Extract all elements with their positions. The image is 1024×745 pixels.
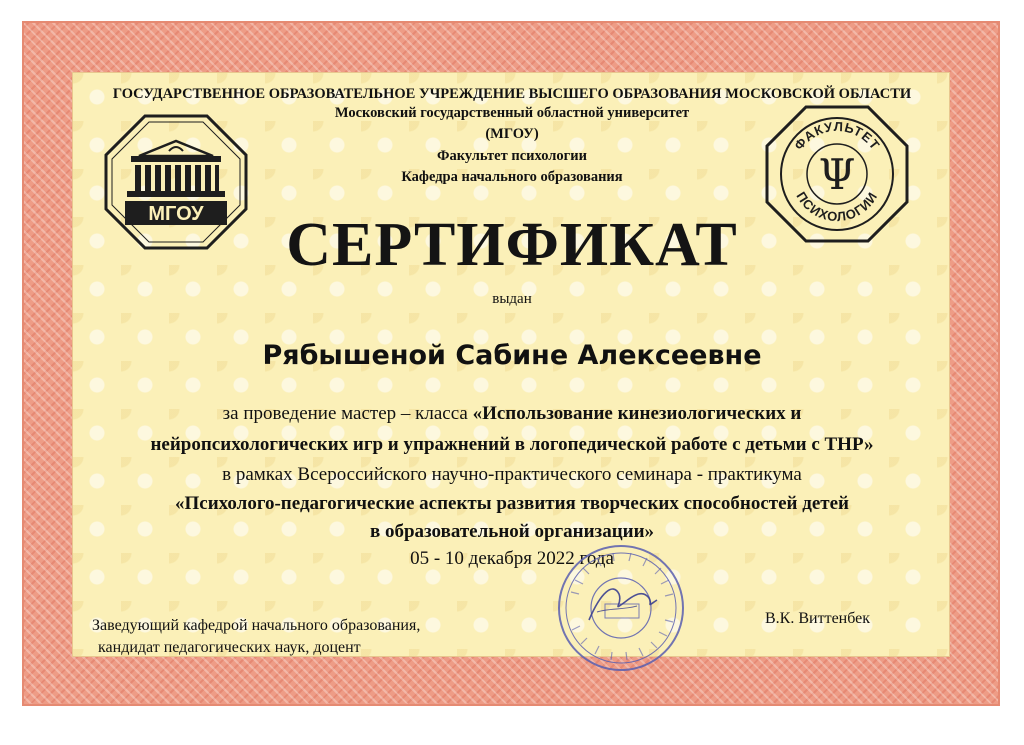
seminar-title-part1: «Психолого-педагогические аспекты развития творческих способностей детей (174, 493, 850, 514)
signer-position-line1: Заведующий кафедрой начального образования, (92, 617, 421, 634)
issued-label: выдан (492, 291, 532, 307)
body-line-1 (0, 404, 1024, 423)
seminar-context: в рамках Всероссийского научно-практического семинара - практикума (222, 464, 802, 485)
logo-left-text: МГОУ (148, 203, 204, 225)
masterclass-title-part1: «Использование кинезиологических и (472, 403, 802, 424)
recipient-name: Рябышеной Сабине Алексеевне (262, 340, 762, 371)
round-official-stamp-icon (553, 542, 689, 674)
institution-header: ГОСУДАРСТВЕННОЕ ОБРАЗОВАТЕЛЬНОЕ УЧРЕЖДЕНИЕ ВЫСШЕГО ОБРАЗОВАНИЯ МОСКОВСКОЙ ОБЛАСТИ (112, 86, 912, 102)
masterclass-title-part2: нейропсихологических игр и упражнений в логопедической работе с детьми с ТНР» (150, 434, 874, 455)
svg-text:ПСИХОЛОГИИ: ПСИХОЛОГИИ (793, 189, 881, 225)
signer-position-line2: кандидат педагогических наук, доцент (98, 639, 361, 656)
body-line-1-prefix: за проведение мастер – класса (222, 403, 473, 424)
faculty-name: Факультет психологии (437, 148, 587, 164)
signer-name: В.К. Виттенбек (765, 610, 871, 627)
svg-text:ФАКУЛЬТЕТ: ФАКУЛЬТЕТ (791, 118, 884, 153)
department-name: Кафедра начального образования (401, 169, 623, 185)
psi-symbol: Ψ (818, 150, 856, 199)
certificate-title: СЕРТИФИКАТ (286, 211, 738, 279)
event-dates: 05 - 10 декабря 2022 года (410, 548, 614, 569)
seminar-title-part2: в образовательной организации» (369, 521, 655, 542)
university-name: Московский государственный областной университет (334, 105, 690, 121)
university-abbr: (МГОУ) (485, 126, 539, 142)
